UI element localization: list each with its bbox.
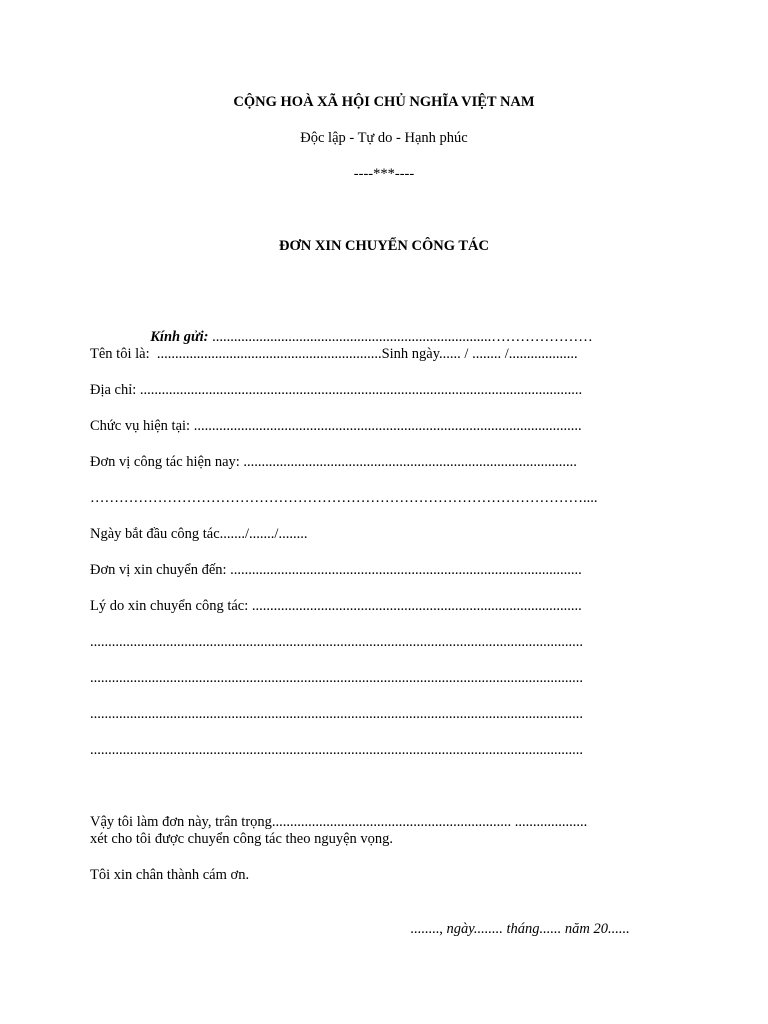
target-unit-field: Đơn vị xin chuyển đến: ................................................................................................. xyxy=(90,562,582,578)
request-line-continuation: xét cho tôi được chuyển công tác theo nguyện vọng. xyxy=(90,831,394,847)
reason-line: ........................................................................................................................................ xyxy=(90,742,583,758)
date-value: ngày........ tháng...... năm 20...... xyxy=(446,921,630,937)
position-field: Chức vụ hiện tại: ........................................................................................................... xyxy=(90,418,582,434)
national-motto: Độc lập - Tự do - Hạnh phúc xyxy=(300,130,468,146)
current-unit-continuation: ………………………………………………………………………………………….... xyxy=(90,490,598,506)
date-line xyxy=(403,902,630,938)
nation-title: CỘNG HOÀ XÃ HỘI CHỦ NGHĨA VIỆT NAM xyxy=(233,94,535,110)
name-field: Tên tôi là: ..............................................................Sinh ngày...... / ........ /................... xyxy=(90,346,578,362)
header-separator: ----***---- xyxy=(353,166,415,182)
address-field: Địa chỉ: .......................................................................................................................... xyxy=(90,382,583,398)
request-line: Vậy tôi làm đơn này, trân trọng.................................................................. .................... xyxy=(90,814,588,830)
reason-line: ........................................................................................................................................ xyxy=(90,670,583,686)
recipient-dots: .............................................................................………………… xyxy=(208,329,593,345)
current-unit-field: Đơn vị công tác hiện nay: ............................................................................................ xyxy=(90,454,577,470)
recipient-label: Kính gửi: xyxy=(150,329,209,345)
reason-line: ........................................................................................................................................ xyxy=(90,706,583,722)
reason-line: ........................................................................................................................................ xyxy=(90,634,583,650)
document-title: ĐƠN XIN CHUYỂN CÔNG TÁC xyxy=(279,238,489,254)
thanks-line: Tôi xin chân thành cám ơn. xyxy=(90,867,250,883)
start-date-field: Ngày bắt đầu công tác......./......./........ xyxy=(90,526,308,542)
date-place: ........, xyxy=(410,921,447,937)
recipient-line xyxy=(143,310,593,346)
reason-field: Lý do xin chuyển công tác: ........................................................................................... xyxy=(90,598,582,614)
